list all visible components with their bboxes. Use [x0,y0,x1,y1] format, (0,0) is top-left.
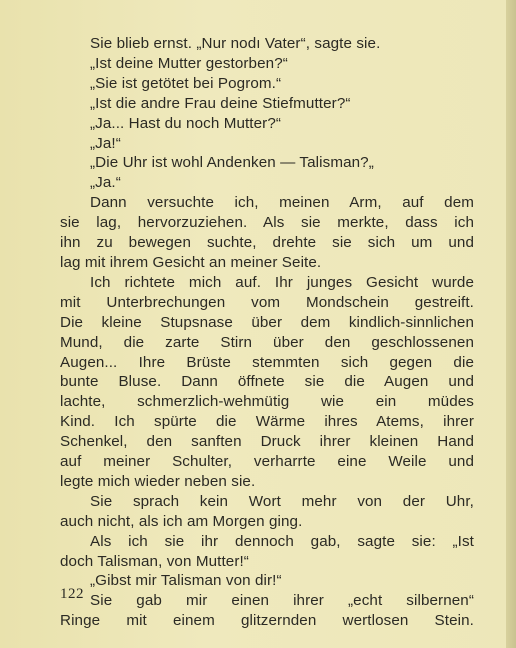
text-line: auf meiner Schulter, verharrte eine Weile und [60,453,474,471]
text-line: „Ja... Hast du noch Mutter?“ [90,114,282,132]
text-line: lag mit ihrem Gesicht an meiner Seite. [60,253,322,271]
text-line: Sie blieb ernst. „Nur nodı Vater“, sagte sie. [90,35,381,52]
text-line: doch Talisman, von Mutter!“ [60,552,249,570]
text-line: Ringe mit einem glitzernden wertlosen Stein. [60,612,474,630]
text-line: „Die Uhr ist wohl Andenken — Talisman?„ [90,154,374,172]
text-line: „Ja!“ [90,134,121,152]
text-line: Dann versuchte ich, meinen Arm, auf dem [90,194,474,212]
text-line: ihn zu bewegen suchte, drehte sie sich um und [60,234,474,252]
text-line: Die kleine Stupsnase über dem kindlich-sinnlichen [60,313,474,331]
body-text [60,34,474,631]
page-edge [506,0,516,648]
text-line: Sie gab mir einen ihrer „echt silbernen“ [90,592,474,610]
text-line: auch nicht, als ich am Morgen ging. [60,512,303,530]
text-line: „Ist deine Mutter gestorben?“ [90,54,288,72]
text-line: „Ist die andre Frau deine Stiefmutter?“ [90,94,351,112]
text-line: Mund, die zarte Stirn über den geschlossenen [60,333,474,351]
text-line: „Gibst mir Talisman von dir!“ [90,572,282,590]
text-line: Als ich sie ihr dennoch gab, sagte sie: „Ist [90,532,474,550]
text-line: Kind. Ich spürte die Wärme ihres Atems, ihrer [60,413,474,431]
text-line: Schenkel, den sanften Druck ihrer kleinen Hand [60,433,474,451]
text-line: Augen... Ihre Brüste stemmten sich gegen die [60,353,474,371]
text-line: „Sie ist getötet bei Pogrom.“ [90,74,282,92]
page-number: 122 [60,586,84,602]
text-line: lachte, schmerzlich-wehmütig wie ein müdes [60,393,474,411]
text-line: Sie sprach kein Wort mehr von der Uhr, [90,492,474,510]
text-line: bunte Bluse. Dann öffnete sie die Augen und [60,373,474,391]
text-line: legte mich wieder neben sie. [60,472,256,490]
text-line: „Ja.“ [90,174,121,192]
text-line: sie lag, hervorzuziehen. Als sie merkte, dass ich [60,214,474,232]
text-line: Ich richtete mich auf. Ihr junges Gesicht wurde [90,273,474,291]
text-line: mit Unterbrechungen vom Mondschein gestreift. [60,293,474,311]
